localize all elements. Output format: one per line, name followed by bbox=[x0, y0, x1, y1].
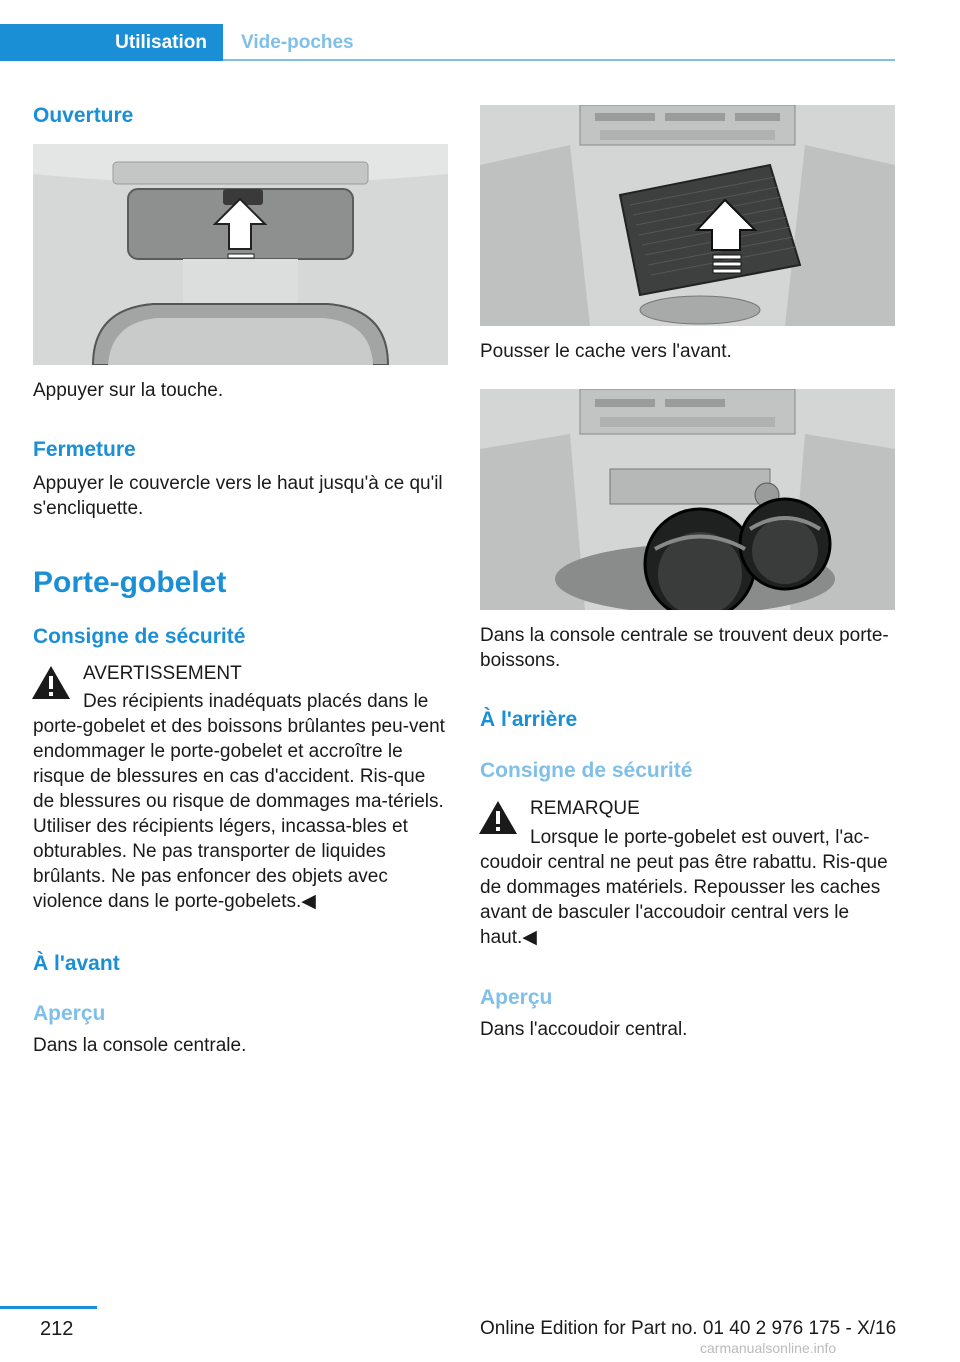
page-number: 212 bbox=[40, 1318, 74, 1340]
illustration-overhead-button bbox=[33, 144, 448, 365]
illustration-console-cover bbox=[480, 105, 895, 326]
text-appuyer: Appuyer sur la touche. bbox=[33, 380, 224, 401]
header-rule bbox=[223, 59, 895, 61]
heading-a-l-avant: À l'avant bbox=[33, 952, 120, 975]
footer-rule bbox=[0, 1306, 97, 1309]
text-deux-porte-boissons: Dans la console centrale se trouvent deux porte-boissons. bbox=[480, 625, 889, 671]
notice-title: REMARQUE bbox=[530, 798, 640, 819]
heading-apercu-arriere: Aperçu bbox=[480, 986, 553, 1009]
heading-fermeture: Fermeture bbox=[33, 438, 136, 461]
warning-text: porte-gobelet et des boissons brûlantes peu-vent endommager le porte-gobelet et accroître le risque de blessures en cas d'accident. Ris-que de blessures ou risque de dommages ma-tériels. Utiliser des récipients légers, incassa-bles et obturables. Ne pas transporter de liquides brûlants. Ne pas enfoncer des objets avec violence dans le porte-gobelets.◀ bbox=[33, 716, 445, 912]
notice-text: coudoir central ne peut pas être rabattu. Ris-que de dommages matériels. Repousser les caches avant de basculer l'accoudoir central vers le haut.◀ bbox=[480, 852, 888, 948]
warning-triangle-icon bbox=[31, 664, 71, 700]
text-apercu-arriere: Dans l'accoudoir central. bbox=[480, 1019, 688, 1040]
warning-title: AVERTISSEMENT bbox=[83, 663, 242, 684]
heading-ouverture: Ouverture bbox=[33, 104, 134, 127]
warning-triangle-icon bbox=[478, 799, 518, 835]
tab-utilisation[interactable]: Utilisation bbox=[0, 24, 223, 61]
illustration-cup-holders bbox=[480, 389, 895, 610]
heading-apercu: Aperçu bbox=[33, 1002, 106, 1025]
heading-a-l-arriere: À l'arrière bbox=[480, 708, 578, 731]
text-fermeture: Appuyer le couvercle vers le haut jusqu'à ce qu'il s'encliquette. bbox=[33, 473, 443, 519]
watermark: carmanualsonline.info bbox=[700, 1340, 837, 1356]
warning-text-first: Des récipients inadéquats placés dans le bbox=[83, 691, 429, 712]
text-pousser: Pousser le cache vers l'avant. bbox=[480, 341, 732, 362]
heading-porte-gobelet: Porte-gobelet bbox=[33, 566, 227, 599]
heading-consigne-securite: Consigne de sécurité bbox=[33, 625, 246, 648]
notice-text-first: Lorsque le porte-gobelet est ouvert, l'ac- bbox=[530, 827, 870, 848]
heading-consigne-securite-arriere: Consigne de sécurité bbox=[480, 759, 693, 782]
edition-text: Online Edition for Part no. 01 40 2 976 175 - X/16 bbox=[480, 1318, 897, 1339]
text-apercu: Dans la console centrale. bbox=[33, 1035, 247, 1056]
chapter-header bbox=[0, 24, 895, 61]
tab-vide-poches[interactable]: Vide-poches bbox=[241, 32, 354, 53]
